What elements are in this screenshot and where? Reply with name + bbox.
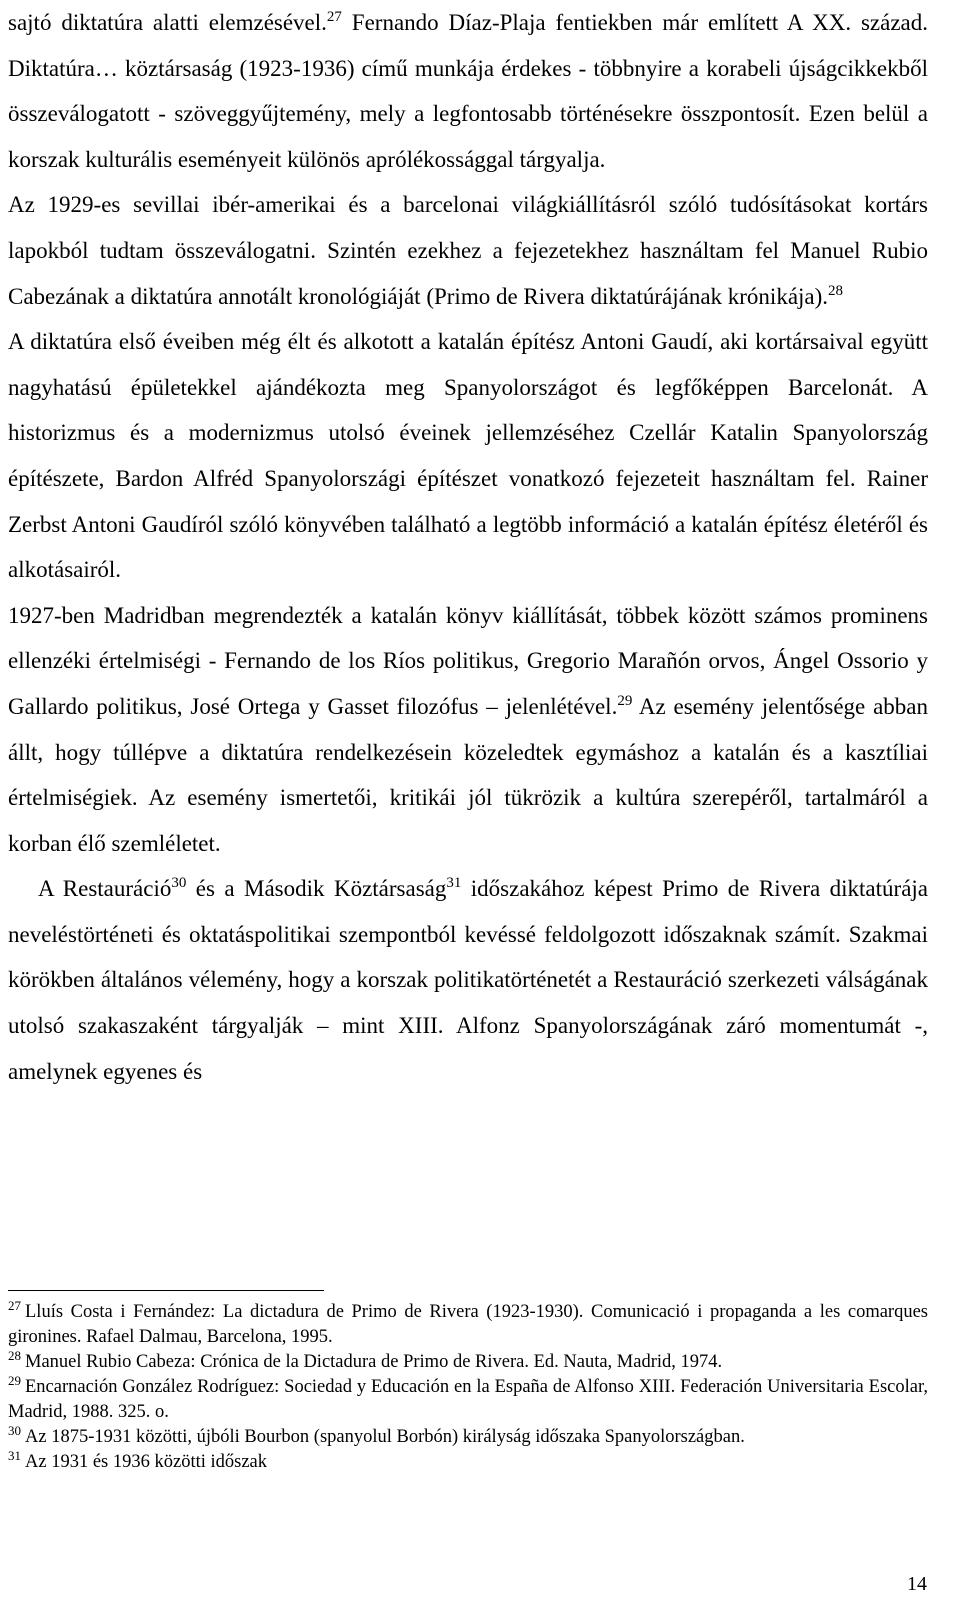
footnote-divider (8, 1290, 324, 1291)
footnote-30 (8, 1425, 928, 1450)
page-body (8, 0, 928, 1094)
footnote-text: Az 1875-1931 közötti, újbóli Bourbon (spanyolul Borbón) királyság időszaka Spanyolországban. (25, 1427, 745, 1447)
footnote-27 (8, 1300, 928, 1350)
paragraph-text: Az 1929-es sevillai ibér-amerikai és a barcelonai világkiállításról szóló tudósításokat kortárs lapokból tudtam összeválogatni. Szintén ezekhez a fejezetekhez használtam fel Manuel Rubio Cabezának a diktatúra annotált kronológiáját (Primo de Rivera diktatúrájának krónikája). (8, 192, 928, 309)
paragraph-2 (8, 182, 928, 319)
footnote-29 (8, 1375, 928, 1425)
footnote-ref-30[interactable]: 30 (171, 875, 187, 892)
paragraph-5 (8, 866, 928, 1094)
paragraph-text: időszakához képest Primo de Rivera diktatúrája neveléstörténeti és oktatáspolitikai szempontból kevéssé feldolgozott időszaknak számít. Szakmai körökben általános vélemény, hogy a korszak politikatörténetét a Restauráció szerkezeti válságának utolsó szakaszaként tárgyalják – mint XIII. Alfonz Spanyolországának záró momentumát -, amelynek egyenes és (8, 876, 929, 1084)
footnote-number: 27 (8, 1298, 21, 1313)
page-number: 14 (907, 1573, 927, 1595)
footnote-number: 28 (8, 1348, 21, 1363)
paragraph-1 (8, 0, 928, 182)
footnote-ref-28[interactable]: 28 (828, 282, 844, 299)
paragraph-text: Az esemény jelentősége abban állt, hogy túllépve a diktatúra rendelkezésein közeledtek egymáshoz a katalán és a kasztíliai értelmiségiek. Az esemény ismertetői, kritikái jól tükrözik a kultúra szerepéről, tartalmáról a korban élő szemléletet. (8, 693, 929, 856)
paragraph-text: 1927-ben Madridban megrendezték a katalán könyv kiállítását, többek között számos prominens ellenzéki értelmiségi - Fernando de los Ríos politikus, Gregorio Marañón orvos, Ángel Ossorio y Gallardo politikus, José Ortega y Gasset filozófus – jelenlétével. (8, 602, 928, 719)
footnote-ref-27[interactable]: 27 (326, 9, 342, 25)
paragraph-text: sajtó diktatúra alatti elemzésével. (8, 10, 327, 35)
footnote-number: 31 (8, 1448, 21, 1463)
footnote-ref-29[interactable]: 29 (617, 692, 633, 709)
footnote-number: 29 (8, 1373, 21, 1388)
footnote-text: Lluís Costa i Fernández: La dictadura de Primo de Rivera (1923-1930). Comunicació i propaganda a les comarques gironines. Rafael Dalmau, Barcelona, 1995. (8, 1302, 928, 1347)
footnotes (8, 1300, 928, 1475)
paragraph-3 (8, 319, 928, 593)
footnote-ref-31[interactable]: 31 (446, 875, 462, 892)
footnote-31 (8, 1450, 928, 1475)
footnote-text: Az 1931 és 1936 közötti időszak (25, 1452, 267, 1472)
footnote-number: 30 (8, 1423, 21, 1438)
footnote-text: Encarnación González Rodríguez: Sociedad y Educación en la España de Alfonso XIII. Federación Universitaria Escolar, Madrid, 1988. 325. o. (8, 1377, 928, 1422)
main-text (8, 0, 928, 1094)
paragraph-text: A Restauráció (38, 876, 172, 902)
paragraph-text: A diktatúra első éveiben még élt és alkotott a katalán építész Antoni Gaudí, aki kortársaival együtt nagyhatású épületekkel ajándékozta meg Spanyolországot és legfőképpen Barcelonát. A historizmus és a modernizmus utolsó éveinek jellemzéséhez Czellár Katalin Spanyolország építészete, Bardon Alfréd Spanyolországi építészet vonatkozó fejezeteit használtam fel. Rainer Zerbst Antoni Gaudíról szóló könyvében található a legtöbb információ a katalán építész életéről és alkotásairól. (8, 329, 928, 583)
footnote-text: Manuel Rubio Cabeza: Crónica de la Dictadura de Primo de Rivera. Ed. Nauta, Madrid, 1974. (25, 1352, 723, 1372)
footnote-28 (8, 1350, 928, 1375)
paragraph-text: Fernando Díaz-Plaja fentiekben már említett A XX. század. Diktatúra… köztársaság (1923-1936) című munkája érdekes - többnyire a korabeli újságcikkekből összeválogatott - szöveggyűjtemény, mely a legfontosabb történésekre összpontosít. Ezen belül a korszak kulturális eseményeit különös aprólékossággal tárgyalja. (8, 10, 928, 172)
paragraph-text: és a Második Köztársaság (186, 876, 447, 902)
paragraph-4 (8, 593, 928, 867)
